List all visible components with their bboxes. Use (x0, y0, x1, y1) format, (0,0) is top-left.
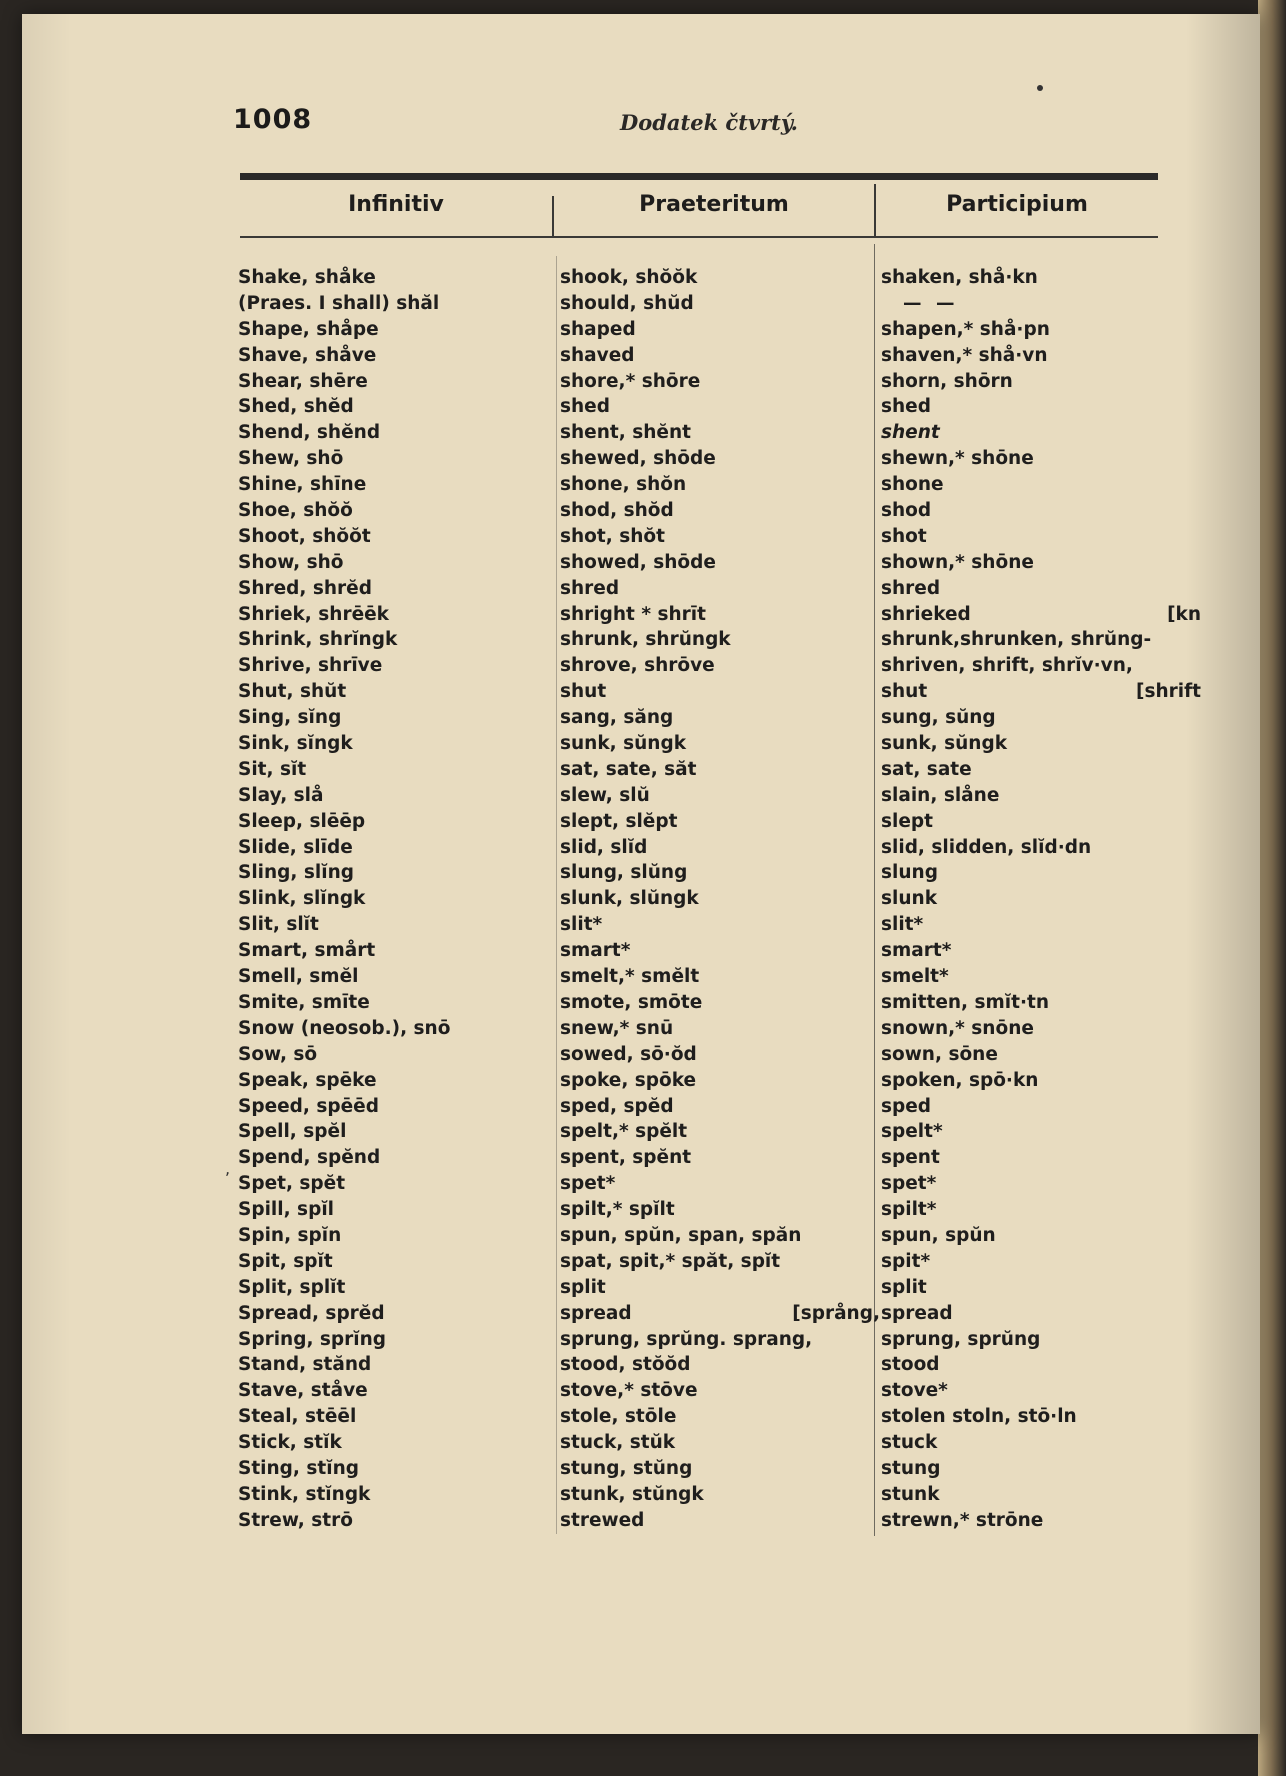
verb-form-inf: Sleep, slēēp (238, 810, 366, 832)
verb-form-inf: Spet, spĕt (238, 1173, 346, 1195)
verb-form-inf: Spin, spĭn (238, 1224, 342, 1246)
verb-form-inf: Sing, sĭng (238, 707, 342, 729)
verb-form-pret: sowed, sō·ŏd (560, 1043, 697, 1065)
verb-form-part (881, 679, 1201, 705)
verb-form-pret: stole, stōle (560, 1406, 677, 1428)
verb-form-inf: Sting, stĭng (238, 1457, 359, 1479)
verb-form-part: shent (881, 422, 940, 444)
verb-form-pret: stung, stŭng (560, 1457, 693, 1479)
verb-form-inf: Shave, shåve (238, 344, 377, 366)
ink-speck (1037, 85, 1043, 91)
verb-form-pret: should, shŭd (560, 292, 694, 314)
column-divider (556, 256, 557, 1534)
verb-form-inf: Shrink, shrĭngk (238, 629, 398, 651)
verb-form-inf: Spring, sprĭng (238, 1328, 387, 1350)
verb-form-part: snown,* snōne (881, 1017, 1034, 1039)
verb-form-pret: sped, spĕd (560, 1095, 674, 1117)
verb-form-inf: Shrive, shrīve (238, 655, 383, 677)
verb-form-pret: spun, spŭn, span, spăn (560, 1224, 802, 1246)
column-header-participium: Participium (946, 192, 1088, 217)
verb-form-part: stolen stoln, stō·ln (881, 1406, 1077, 1428)
verb-form-part: shod (881, 500, 932, 522)
verb-form-inf: Spell, spĕl (238, 1121, 347, 1143)
verb-form-pret: sunk, sŭngk (560, 733, 687, 755)
infinitiv-column (238, 265, 538, 1534)
verb-form-part: split (881, 1276, 927, 1298)
continuation-note: [kn (1167, 603, 1201, 625)
verb-form-pret: shone, shŏn (560, 474, 687, 496)
verb-form-pret: shot, shŏt (560, 525, 665, 547)
verb-form-pret: shut (560, 681, 607, 703)
verb-form-inf: Shed, shĕd (238, 396, 354, 418)
verb-form-inf: Shoe, shŏŏ (238, 500, 353, 522)
verb-form-pret: shore,* shōre (560, 370, 701, 392)
verb-form-pret: slung, slŭng (560, 862, 688, 884)
verb-form-pret: shaped (560, 318, 636, 340)
verb-form-part: shapen,* shå·pn (881, 318, 1050, 340)
verb-form-pret: slid, slĭd (560, 836, 648, 858)
verb-form-pret: stood, stŏŏd (560, 1354, 691, 1376)
verb-form-inf: Snow (neosob.), snō (238, 1017, 451, 1039)
verb-form-pret: sat, sate, săt (560, 758, 697, 780)
verb-form-part: smitten, smĭt·tn (881, 991, 1050, 1013)
verb-form-part: stunk (881, 1483, 940, 1505)
verb-form-pret: shred (560, 577, 620, 599)
verb-form-part: shred (881, 577, 941, 599)
verb-form-pret: smote, smōte (560, 991, 703, 1013)
verb-form-part: slid, slidden, slĭd·dn (881, 836, 1092, 858)
verb-form-pret: snew,* snū (560, 1017, 674, 1039)
verb-form-pret: shook, shŏŏk (560, 267, 698, 288)
verb-form-part: shrunk,shrunken, shrŭng- (881, 629, 1152, 651)
verb-form-pret: strewed (560, 1509, 645, 1531)
verb-form-pret: shrove, shrōve (560, 655, 715, 677)
verb-form-inf: Show, shō (238, 551, 344, 573)
verb-form-pret: spilt,* spĭlt (560, 1199, 675, 1221)
verb-form-part: spit* (881, 1250, 931, 1272)
verb-form-inf: Stand, stănd (238, 1354, 372, 1376)
verb-form-inf: Stave, ståve (238, 1380, 368, 1402)
continuation-note: [språng, (792, 1302, 880, 1324)
verb-form-part: spoken, spō·kn (881, 1069, 1039, 1091)
verb-form-pret: smart* (560, 940, 631, 962)
verb-form-inf: Sink, sĭngk (238, 733, 353, 755)
verb-form-pret: shent, shĕnt (560, 422, 691, 444)
verb-form-part: stung (881, 1457, 941, 1479)
verb-form-part: shot (881, 525, 927, 547)
verb-form-inf: Shape, shåpe (238, 318, 379, 340)
verb-form-part: spelt* (881, 1121, 943, 1143)
verb-form-part: spread (881, 1302, 953, 1324)
verb-form-pret: slit* (560, 914, 603, 936)
verb-form-inf: Shine, shīne (238, 474, 367, 496)
verb-form-part: spent (881, 1147, 940, 1169)
verb-form-pret: sprung, sprŭng. sprang, (560, 1328, 813, 1350)
verb-form-inf: Slay, slå (238, 784, 324, 806)
verb-form-inf: Slink, slĭngk (238, 888, 366, 910)
verb-form-inf: Steal, stēēl (238, 1406, 357, 1428)
verb-form-inf: Smite, smīte (238, 991, 370, 1013)
verb-form-pret: shod, shŏd (560, 500, 674, 522)
verb-form-part: sown, sōne (881, 1043, 998, 1065)
verb-form-pret: shewed, shōde (560, 448, 716, 470)
book-gutter (1258, 0, 1286, 1776)
verb-form-inf: Shew, shō (238, 448, 344, 470)
verb-form-inf: Smell, smĕl (238, 966, 359, 988)
verb-form-inf: Smart, smårt (238, 940, 376, 962)
verb-form-pret: stove,* stōve (560, 1380, 698, 1402)
verb-form-inf: Shake, shåke (238, 267, 376, 288)
verb-form-inf: Shriek, shrēēk (238, 603, 389, 625)
verb-form-part: spet* (881, 1173, 937, 1195)
verb-form-text: spread (560, 1302, 632, 1324)
verb-form-inf: Sit, sĭt (238, 758, 307, 780)
verb-form-pret: showed, shōde (560, 551, 716, 573)
verb-form-part: stood (881, 1354, 940, 1376)
verb-form-inf: Spit, spĭt (238, 1250, 333, 1272)
verb-form-part: strewn,* strōne (881, 1509, 1044, 1531)
verb-form-inf: Spread, sprĕd (238, 1302, 385, 1324)
verb-form-part: shorn, shōrn (881, 370, 1013, 392)
verb-form-pret: split (560, 1276, 606, 1298)
verb-form-part: slung (881, 862, 938, 884)
verb-form-pret: sang, săng (560, 707, 674, 729)
verb-form-part: shone (881, 474, 944, 496)
verb-form-inf: Split, splĭt (238, 1276, 346, 1298)
verb-form-part: shaken, shå·kn (881, 267, 1038, 288)
verb-form-pret: shaved (560, 344, 635, 366)
verb-form-pret: shed (560, 396, 610, 418)
verb-form-part: sprung, sprŭng (881, 1328, 1041, 1350)
running-title: Dodatek čtvrtý. (620, 110, 798, 135)
verb-form-pret: spoke, spōke (560, 1069, 697, 1091)
verb-form-part: sung, sŭng (881, 707, 996, 729)
verb-form-inf: Spill, spĭl (238, 1199, 334, 1221)
verb-form-pret: slew, slŭ (560, 784, 650, 806)
table-header-rule (240, 236, 1158, 238)
verb-form-part: stuck (881, 1432, 938, 1454)
column-header-praeteritum: Praeteritum (639, 192, 789, 217)
verb-form-pret: spelt,* spĕlt (560, 1121, 688, 1143)
column-header-infinitiv: Infinitiv (348, 192, 444, 217)
verb-form-inf: Stink, stĭngk (238, 1483, 371, 1505)
verb-form-inf: Speak, spēke (238, 1069, 377, 1091)
verb-form-inf: Slit, slĭt (238, 914, 319, 936)
verb-form-text: shrieked (881, 603, 971, 625)
page-number: 1008 (233, 104, 313, 135)
verb-form-inf: Shoot, shŏŏt (238, 525, 371, 547)
verb-form-inf: (Praes. I shall) shăl (238, 292, 440, 314)
verb-form-pret: shrunk, shrŭngk (560, 629, 731, 651)
verb-form-inf: Speed, spēēd (238, 1095, 379, 1117)
verb-form-part: spun, spŭn (881, 1224, 996, 1246)
verb-form-pret: smelt,* smĕlt (560, 966, 700, 988)
verb-form-pret: spat, spit,* spăt, spĭt (560, 1250, 781, 1272)
verb-form-part: slunk (881, 888, 937, 910)
verb-form-part: spilt* (881, 1199, 937, 1221)
verb-form-inf: Sling, slĭng (238, 862, 354, 884)
verb-form-part: slain, slåne (881, 784, 1000, 806)
verb-form-text: shut (881, 681, 928, 703)
continuation-note: [shrift (1136, 681, 1201, 703)
verb-form-pret (560, 1301, 880, 1327)
margin-mark: , (225, 1159, 231, 1178)
verb-form-part: sat, sate (881, 758, 972, 780)
verb-form-part: shaven,* shå·vn (881, 344, 1048, 366)
verb-form-pret: slept, slĕpt (560, 810, 678, 832)
verb-form-part: shewn,* shōne (881, 448, 1034, 470)
verb-form-part: sunk, sŭngk (881, 733, 1008, 755)
verb-form-inf: Slide, slīde (238, 836, 353, 858)
table-top-rule (240, 173, 1158, 180)
verb-form-inf: Strew, strō (238, 1509, 353, 1531)
verb-form-inf: Stick, stĭk (238, 1432, 342, 1454)
verb-form-pret: spet* (560, 1173, 616, 1195)
verb-form-pret: shright * shrīt (560, 603, 706, 625)
verb-form-part: slit* (881, 914, 924, 936)
verb-form-inf: Spend, spĕnd (238, 1147, 381, 1169)
verb-form-part: shriven, shrift, shrĭv·vn, (881, 655, 1133, 677)
verb-form-part (881, 602, 1201, 628)
verb-form-pret: stunk, stŭngk (560, 1483, 704, 1505)
verb-form-pret: spent, spĕnt (560, 1147, 692, 1169)
verb-form-pret: slunk, slŭngk (560, 888, 699, 910)
verb-form-inf: Shear, shēre (238, 370, 368, 392)
verb-form-part: shed (881, 396, 931, 418)
verb-form-part: — — (903, 292, 959, 314)
verb-form-part: slept (881, 810, 933, 832)
verb-form-pret: stuck, stŭk (560, 1432, 676, 1454)
participium-column (881, 265, 1201, 1534)
verb-form-inf: Shend, shĕnd (238, 422, 381, 444)
verb-form-part: smart* (881, 940, 952, 962)
verb-form-inf: Shut, shŭt (238, 681, 347, 703)
verb-form-part: smelt* (881, 966, 949, 988)
praeteritum-column (560, 265, 880, 1534)
verb-form-inf: Shred, shrĕd (238, 577, 372, 599)
verb-form-inf: Sow, sō (238, 1043, 318, 1065)
verb-form-part: shown,* shōne (881, 551, 1034, 573)
verb-form-part: stove* (881, 1380, 948, 1402)
verb-form-part: sped (881, 1095, 932, 1117)
